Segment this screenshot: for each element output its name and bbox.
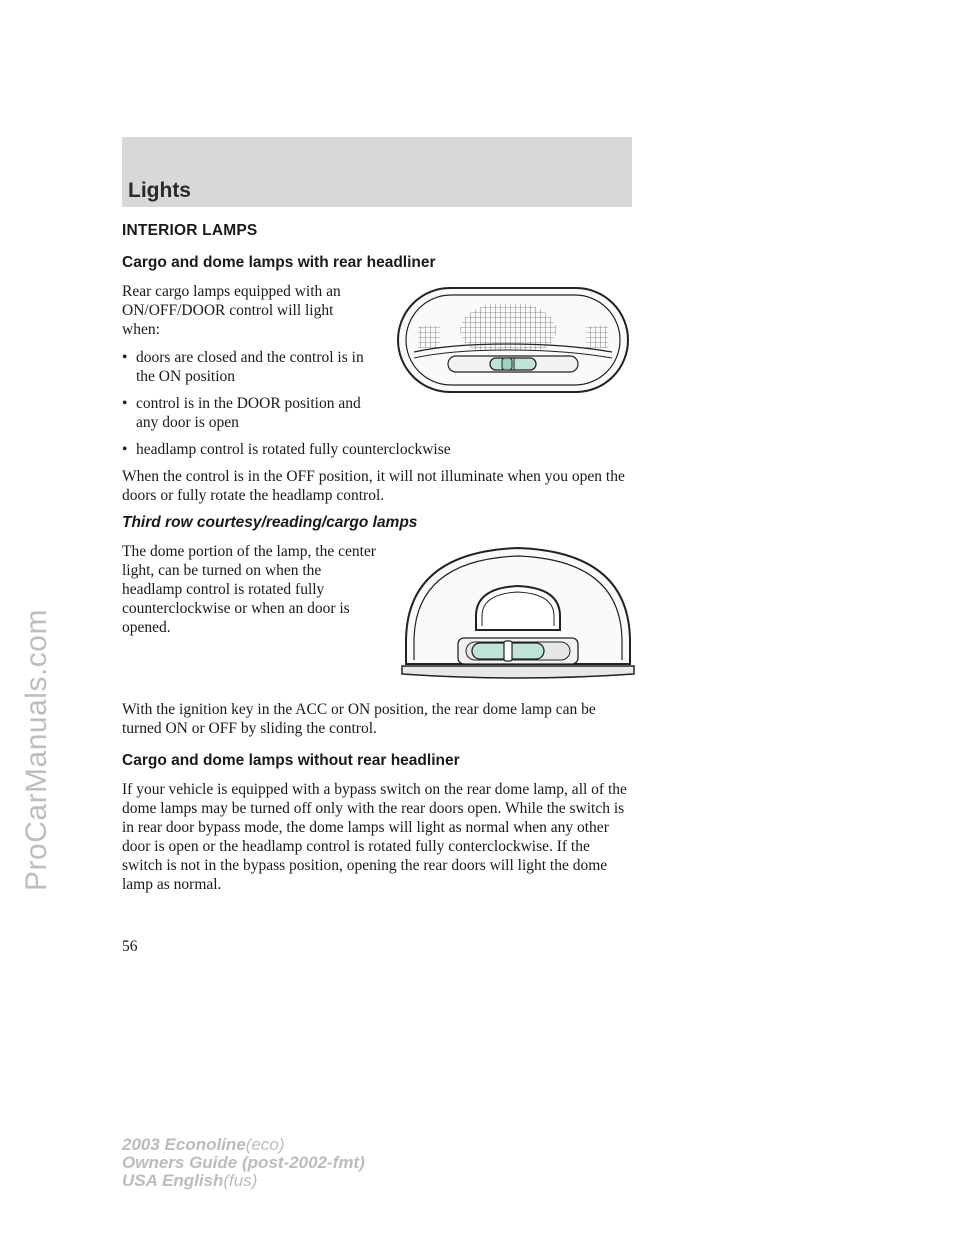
- bullet-text: control is in the DOOR position and any door is open: [136, 395, 361, 431]
- footer-model: 2003 Econoline: [122, 1135, 246, 1154]
- bullet-dot: •: [122, 395, 128, 412]
- paragraph-control-intro: Rear cargo lamps equipped with an ON/OFF/DOOR control will light when:: [122, 283, 341, 338]
- section-header: [122, 137, 632, 207]
- bullet-item: [122, 394, 370, 432]
- footer-line-2: [122, 1154, 365, 1172]
- bullet-text: doors are closed and the control is in the ON position: [136, 349, 364, 385]
- subheading-third-row: Third row courtesy/reading/cargo lamps: [122, 514, 418, 531]
- footer-line-1: [122, 1136, 365, 1154]
- bullet-item: [122, 440, 634, 459]
- footer-language-code: (fus): [223, 1171, 258, 1190]
- footer-language: USA English: [122, 1171, 224, 1190]
- section-with-headliner: [122, 282, 634, 432]
- bullet-dot: •: [122, 349, 128, 366]
- watermark: [2, 500, 72, 1000]
- paragraph-dome-portion: The dome portion of the lamp, the center light, can be turned on when the headlamp control is rotated fully counterclockwise or when an door is opened.: [122, 543, 376, 636]
- page-number: 56: [122, 938, 138, 955]
- watermark-text: ProCarManuals.com: [20, 609, 53, 891]
- third-row-lamp-illustration: [400, 542, 636, 704]
- bullet-text: headlamp control is rotated fully counterclockwise: [136, 441, 451, 458]
- footer-guide: Owners Guide (post-2002-fmt): [122, 1153, 365, 1172]
- section-title: Lights: [128, 179, 191, 202]
- bullet-item: [122, 348, 370, 386]
- subheading-without-headliner: Cargo and dome lamps without rear headliner: [122, 752, 460, 769]
- section-third-row: [122, 542, 634, 700]
- subheading-with-headliner: Cargo and dome lamps with rear headliner: [122, 254, 436, 271]
- footer-line-3: [122, 1172, 365, 1190]
- page-content: [122, 222, 634, 903]
- bullet-dot: •: [122, 441, 128, 458]
- document-footer: [122, 1136, 365, 1190]
- footer-model-code: (eco): [245, 1135, 285, 1154]
- paragraph-ignition: With the ignition key in the ACC or ON position, the rear dome lamp can be turned ON or OFF by sliding the control.: [122, 701, 596, 737]
- heading-interior-lamps: INTERIOR LAMPS: [122, 222, 258, 239]
- cargo-dome-lamp-illustration: [390, 282, 636, 398]
- paragraph-bypass-switch: If your vehicle is equipped with a bypass switch on the rear dome lamp, all of the dome lamps may be turned off only with the rear doors open. While the switch is in rear door bypass mode, the dome lamps will light as normal when any other door is open or the headlamp control is rotated fully conterclockwise. If the switch is not in the bypass position, opening the rear doors will light the dome lamp as normal.: [122, 781, 627, 893]
- paragraph-off-position: When the control is in the OFF position, it will not illuminate when you open the doors or fully rotate the headlamp control.: [122, 468, 625, 504]
